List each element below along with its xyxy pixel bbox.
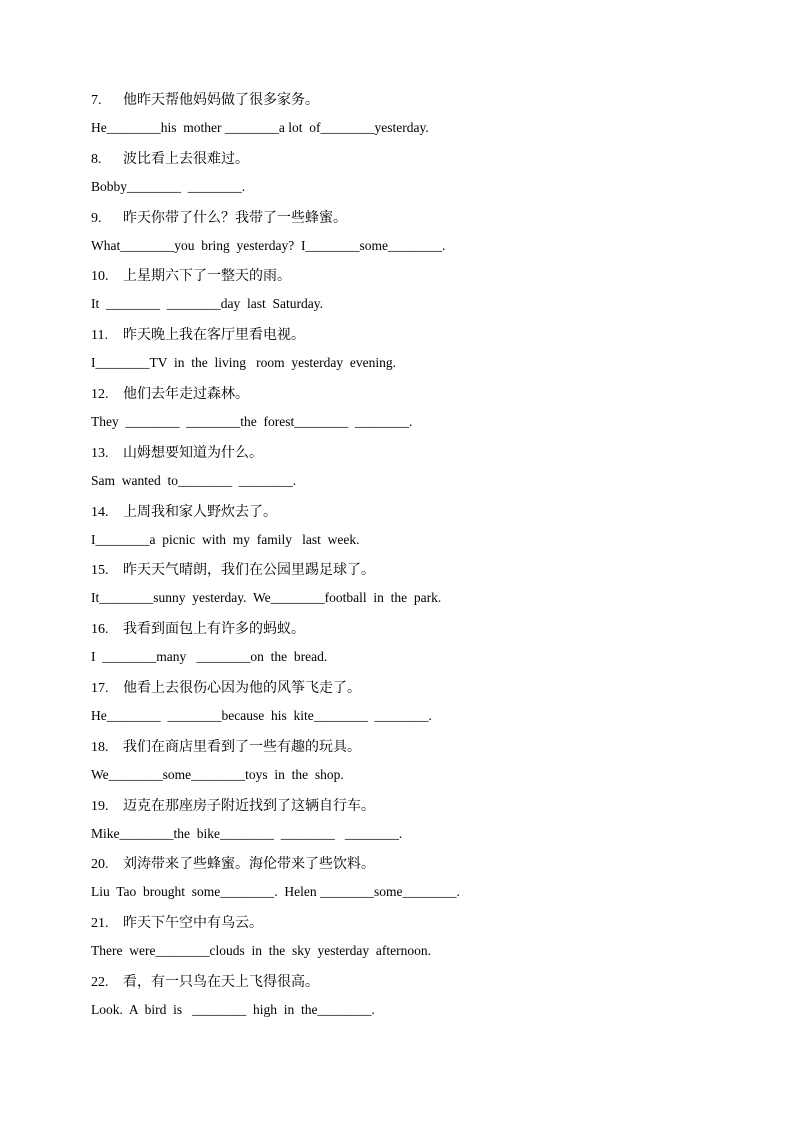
english-fill-in-line: What________you bring yesterday? I________some________. — [91, 237, 446, 253]
exercise-number: 16. — [91, 622, 109, 638]
chinese-sentence: 昨天下午空中有乌云。 — [123, 915, 263, 932]
exercise-item — [91, 913, 731, 960]
exercise-item — [91, 972, 731, 1019]
english-fill-in-line: Sam wanted to________ ________. — [91, 472, 297, 488]
chinese-prompt — [91, 913, 731, 933]
exercise-item — [91, 560, 731, 607]
english-fill-in-line: There were________clouds in the sky yesterday afternoon. — [91, 943, 432, 959]
exercise-item — [91, 90, 731, 137]
exercise-item — [91, 149, 731, 196]
exercise-number: 9. — [91, 210, 102, 226]
chinese-sentence: 迈克在那座房子附近找到了这辆自行车。 — [123, 797, 375, 814]
chinese-sentence: 上周我和家人野炊去了。 — [123, 503, 277, 520]
chinese-sentence: 波比看上去很难过。 — [123, 150, 249, 167]
exercise-item — [91, 854, 731, 901]
chinese-prompt — [91, 560, 731, 580]
chinese-prompt — [91, 266, 731, 286]
exercise-item — [91, 619, 731, 666]
exercise-number: 18. — [91, 739, 109, 755]
chinese-sentence: 他昨天帮他妈妈做了很多家务。 — [123, 92, 319, 108]
english-fill-in-line: They ________ ________the forest________ ________. — [91, 414, 413, 429]
chinese-sentence: 我们在商店里看到了一些有趣的玩具。 — [123, 738, 361, 755]
chinese-prompt — [91, 854, 731, 874]
exercise-item — [91, 443, 731, 490]
chinese-sentence: 我看到面包上有许多的蚂蚁。 — [123, 621, 305, 638]
chinese-sentence: 昨天晚上我在客厅里看电视。 — [123, 327, 305, 344]
exercise-item — [91, 208, 731, 255]
exercise-number: 13. — [91, 445, 109, 461]
chinese-sentence: 昨天你带了什么？我带了一些蜂蜜。 — [123, 209, 347, 226]
exercise-number: 20. — [91, 857, 109, 873]
chinese-sentence: 看，有一只鸟在天上飞得很高。 — [123, 974, 319, 990]
english-fill-in-line: Mike________the bike________ ________ ________. — [91, 825, 403, 841]
english-fill-in-line: It________sunny yesterday. We________football in the park. — [91, 590, 442, 606]
english-fill-in-line: He________his mother ________a lot of________yesterday. — [91, 120, 429, 135]
chinese-prompt — [91, 443, 731, 463]
english-fill-in-line: We________some________toys in the shop. — [91, 766, 344, 782]
english-fill-in-line: Bobby________ ________. — [91, 178, 246, 194]
chinese-sentence: 昨天天气晴朗，我们在公园里踢足球了。 — [123, 562, 375, 579]
english-fill-in-line: He________ ________because his kite________ ________. — [91, 708, 432, 723]
chinese-prompt — [91, 149, 731, 169]
chinese-prompt — [91, 796, 731, 816]
english-fill-in-line: I________a picnic with my family last week. — [91, 531, 360, 547]
exercise-item — [91, 266, 731, 313]
english-fill-in-line: I________TV in the living room yesterday evening. — [91, 355, 396, 371]
exercise-number: 11. — [91, 328, 108, 344]
chinese-sentence: 上星期六下了一整天的雨。 — [123, 268, 291, 285]
chinese-prompt — [91, 384, 731, 404]
english-fill-in-line: Look. A bird is ________ high in the________. — [91, 1002, 375, 1017]
exercise-number: 17. — [91, 681, 109, 696]
chinese-prompt — [91, 325, 731, 345]
chinese-prompt — [91, 737, 731, 757]
chinese-prompt — [91, 90, 731, 110]
exercise-item — [91, 325, 731, 372]
english-fill-in-line: I ________many ________on the bread. — [91, 649, 328, 665]
chinese-prompt — [91, 972, 731, 992]
exercise-item — [91, 502, 731, 549]
exercise-number: 22. — [91, 975, 109, 990]
chinese-prompt — [91, 619, 731, 639]
chinese-prompt — [91, 502, 731, 522]
exercise-number: 12. — [91, 387, 109, 402]
chinese-sentence: 山姆想要知道为什么。 — [123, 444, 263, 461]
exercise-number: 8. — [91, 151, 102, 167]
exercise-number: 19. — [91, 798, 109, 814]
chinese-sentence: 他们去年走过森林。 — [123, 386, 249, 402]
exercise-number: 21. — [91, 916, 109, 932]
english-fill-in-line: Liu Tao brought some________. Helen ________some________. — [91, 884, 460, 900]
chinese-prompt — [91, 208, 731, 228]
exercise-item — [91, 384, 731, 431]
exercise-number: 14. — [91, 504, 109, 520]
english-fill-in-line: It ________ ________day last Saturday. — [91, 296, 323, 312]
chinese-prompt — [91, 678, 731, 698]
chinese-sentence: 刘涛带来了些蜂蜜。海伦带来了些饮料。 — [123, 856, 375, 873]
exercise-item — [91, 737, 731, 784]
exercise-number: 15. — [91, 563, 109, 579]
chinese-sentence: 他看上去很伤心因为他的风筝飞走了。 — [123, 680, 361, 696]
exercise-number: 10. — [91, 269, 109, 285]
exercise-item — [91, 796, 731, 843]
exercise-item — [91, 678, 731, 725]
exercise-number: 7. — [91, 93, 102, 108]
